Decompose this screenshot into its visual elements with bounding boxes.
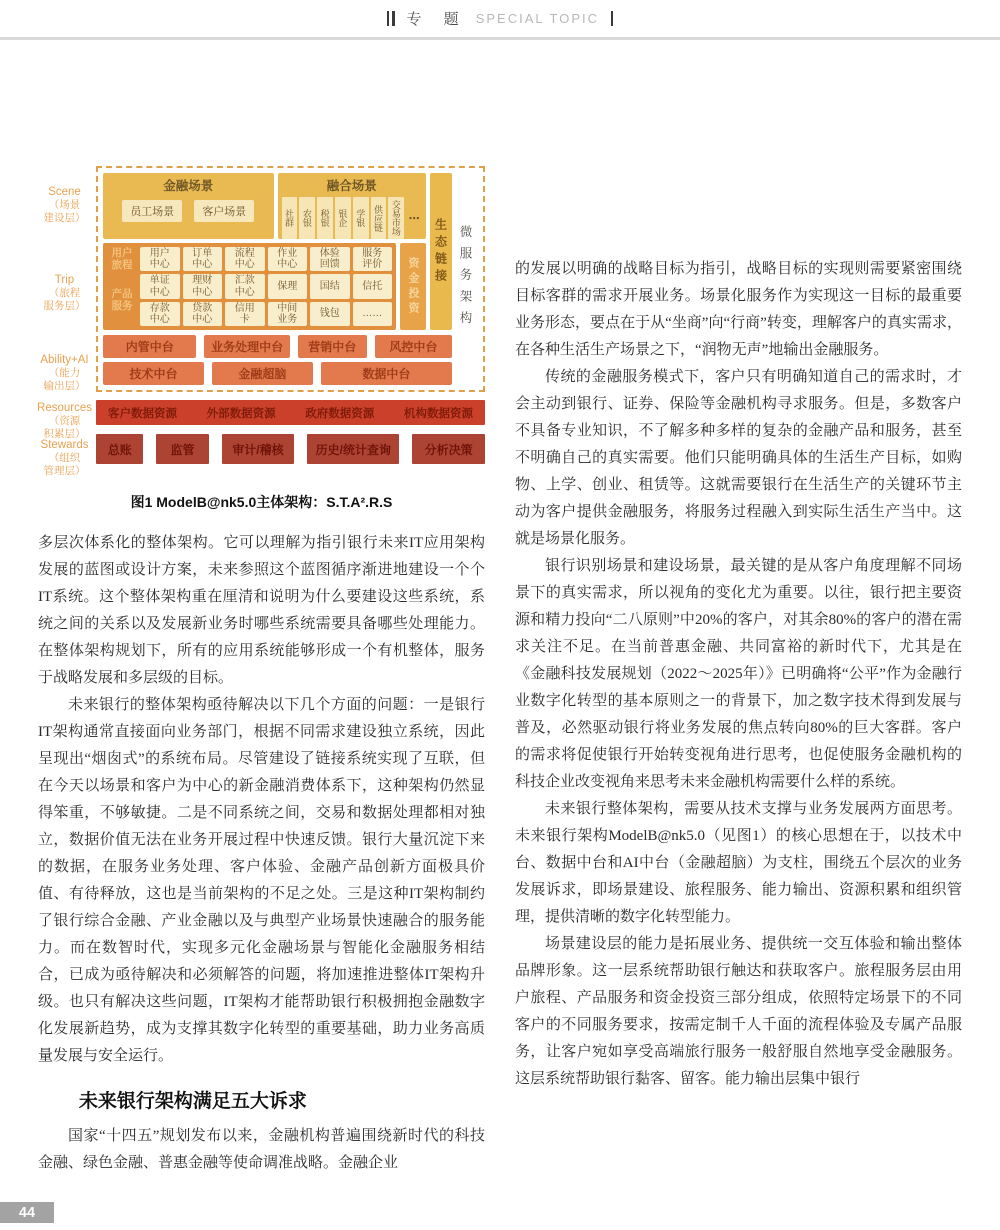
paragraph: 国家“十四五”规划发布以来，金融机构普遍围绕新时代的科技金融、绿色金融、普惠金融等使命调准战略。金融企业 <box>38 1128 485 1171</box>
fusion-scene-block: 融合场景 社群 农银 税银 银企 学银 供应链 交易市场 ⋯ <box>278 173 426 239</box>
fusion-col: 供应链 <box>371 197 387 239</box>
product-box: 贷款中心 <box>183 302 223 326</box>
page-number: 44 <box>0 1202 54 1223</box>
journey-box: 体验回馈 <box>310 247 350 271</box>
ability-box: 技术中台 <box>103 362 204 385</box>
ability-box: 营销中台 <box>298 335 367 358</box>
capital-investment-bar: 资金投资 <box>400 243 426 330</box>
ecosystem-link-bar: 生态链接 <box>430 173 452 330</box>
journey-box: 服务评价 <box>353 247 393 271</box>
header-title-cn: 专 题 <box>406 11 468 28</box>
paragraph: 未来银行整体架构，需要从技术支撑与业务发展两方面思考。未来银行架构ModelB@nk5.0（见图1）的核心思想在于，以技术中台、数据中台和AI中台（金融超脑）为支柱，围绕五个层次的业务发展诉求，即场景建设、旅程服务、能力输出、资源积累和组织管理，提供清晰的数字化转型能力。 <box>515 801 962 925</box>
product-box: 单证中心 <box>140 274 180 298</box>
right-column <box>515 40 962 1093</box>
fusion-col: 社群 <box>282 197 298 239</box>
fusion-col: 税银 <box>317 197 333 239</box>
section-heading: 未来银行架构满足五大诉求 <box>78 1091 307 1112</box>
journey-box: 订单中心 <box>183 247 223 271</box>
left-column <box>38 40 485 1177</box>
journey-label: 用户旅程 <box>111 247 133 272</box>
diagram-body <box>96 166 485 478</box>
ability-box: 数据中台 <box>321 362 452 385</box>
layer-label-resources: Resources （资源 积累层） <box>37 401 92 440</box>
paragraph: 银行识别场景和建设场景，最关键的是从客户角度理解不同场景下的真实需求，所以视角的变化尤为重要。以往，银行把主要资源和精力投向“二八原则”中20%的客户，对其余80%的客户的潜在需求关注不足。在当前普惠金融、共同富裕的新时代下，尤其是在《金融科技发展规划（2022～2025年）》已明确将“公平”作为金融行业数字化转型的基本原则之一的背景下，加之数字技术得到发展与普及，必然驱动银行将业务发展的焦点转向80%的巨大客群。客户的需求将促使银行开始转变视角进行思考，也促使服务金融机构的科技企业改变视角来思考未来金融机构需要什么样的系统。 <box>515 558 962 790</box>
product-box: 存款中心 <box>140 302 180 326</box>
ability-box: 业务处理中台 <box>204 335 289 358</box>
ability-box: 金融超脑 <box>212 362 313 385</box>
resource-item: 外部数据资源 <box>206 407 276 420</box>
paragraph: 的发展以明确的战略目标为指引，战略目标的实现则需要紧密围绕目标客群的需求开展业务。场景化服务作为实现这一目标的最重要业务形态，要点在于从“坐商”向“行商”转变，理解客户的真实需求，在各种生活生产场景之下，“润物无声”地输出金融服务。 <box>515 261 962 358</box>
journey-box: 用户中心 <box>140 247 180 271</box>
fusion-more-ellipsis: ⋯ <box>408 212 420 225</box>
page-header <box>0 0 1000 37</box>
steward-box: 监管 <box>156 434 208 464</box>
fusion-col: 农银 <box>299 197 315 239</box>
scene-layer <box>103 173 426 239</box>
product-box: 信托 <box>353 274 393 298</box>
resource-item: 机构数据资源 <box>403 407 473 420</box>
fusion-col: 学银 <box>353 197 369 239</box>
layer-labels <box>38 166 96 478</box>
paragraph: 未来银行的整体架构亟待解决以下几个方面的问题：一是银行IT架构通常直接面向业务部门，根据不同需求建设独立系统，因此呈现出“烟囱式”的系统布局。尽管建设了链接系统实现了互联，但在今天以场景和客户为中心的新金融消费体系下，这种架构仍然显得笨重，不够敏捷。二是不同系统之间，交易和数据处理都相对独立，数据价值无法在业务开展过程中快速反馈。银行大量沉淀下来的数据，在服务业务处理、客户体验、金融产品创新方面极具价值、有待释放，这也是当前架构的不足之处。三是这种IT架构制约了银行综合金融、产业金融以及与典型产业场景快速融合的服务能力。而在数智时代，实现多元化金融场景与智能化金融服务相结合，已成为亟待解决和必须解答的问题，将加速推进整体IT架构升级。也只有解决这些问题，IT架构才能帮助银行积极拥抱金融数字化发展新趋势，成为支撑其数字化转型的重要基础，助力业务高质量发展与安全运行。 <box>38 697 485 1064</box>
ability-box: 风控中台 <box>375 335 452 358</box>
steward-box: 审计/稽核 <box>222 434 295 464</box>
trip-layer <box>103 243 426 330</box>
two-column-content <box>0 40 1000 1177</box>
journey-box: 作业中心 <box>268 247 308 271</box>
product-label: 产品服务 <box>111 288 133 313</box>
fusion-col: 交易市场 <box>388 197 404 239</box>
product-box: 钱包 <box>310 302 350 326</box>
finance-scene-block: 金融场景 员工场景 客户场景 <box>103 173 274 239</box>
paragraph: 场景建设层的能力是拓展业务、提供统一交互体验和输出整体品牌形象。这一层系统帮助银行触达和获取客户。旅程服务层由用户旅程、产品服务和资金投资三部分组成，依照特定场景下的不同客户的不同服务要求，按需定制千人千面的流程体验及专属产品服务，让客户宛如享受高端旅行服务一般舒服自然地享受金融服务。这层系统帮助银行黏客、留客。能力输出层集中银行 <box>515 936 962 1087</box>
header-double-bar <box>387 11 395 26</box>
dashed-frame <box>96 166 485 392</box>
header-title-en: SPECIAL TOPIC <box>475 11 599 26</box>
layer-label-trip: Trip （旅程 服务层） <box>43 273 86 312</box>
resources-layer-bar <box>96 400 485 425</box>
paragraph: 多层次体系化的整体架构。它可以理解为指引银行未来IT应用架构发展的蓝图或设计方案，未来参照这个蓝图循序渐进地建设一个个IT系统。这个整体架构重在厘清和说明为什么要建设这些系统，系统之间的关系以及发展新业务时哪些系统需要具备哪些处理能力。在整体架构规划下，所有的应用系统能够形成一个有机整体，服务于战略发展和多层级的目标。 <box>38 535 485 686</box>
resource-item: 政府数据资源 <box>305 407 375 420</box>
product-box: 汇款中心 <box>225 274 265 298</box>
header-single-bar <box>611 11 614 26</box>
scene-box: 客户场景 <box>194 200 254 222</box>
product-box: …… <box>353 302 393 326</box>
paragraph: 传统的金融服务模式下，客户只有明确知道自己的需求时，才会主动到银行、证券、保险等金融机构寻求服务。但是，多数客户不具备专业知识，不了解多种多样的复杂的金融产品和服务，甚至不明确自己的真实需要。他们只能明确具体的生活生产目标，如购物、上学、创业、租赁等。这就需要银行在生活生产的关键环节主动为客户提供金融服务，将服务过程融入到实际生活生产当中。这就是场景化服务。 <box>515 369 962 547</box>
layer-label-scene: Scene （场景 建设层） <box>43 185 86 224</box>
trip-block <box>103 243 396 330</box>
scene-box: 员工场景 <box>122 200 182 222</box>
product-box: 信用卡 <box>225 302 265 326</box>
figure-caption: 图1 ModelB@nk5.0主体架构：S.T.A².R.S <box>130 494 393 510</box>
product-box: 理财中心 <box>183 274 223 298</box>
layer-label-ability: Ability+AI （能力 输出层） <box>40 353 89 392</box>
stewards-layer <box>96 434 485 464</box>
resource-item: 客户数据资源 <box>108 407 177 420</box>
product-box: 国结 <box>310 274 350 298</box>
product-box: 中间业务 <box>268 302 308 326</box>
fusion-col: 银企 <box>335 197 351 239</box>
product-box: 保理 <box>268 274 308 298</box>
steward-box: 总账 <box>96 434 143 464</box>
layer-label-stewards: Stewards （组织 管理层） <box>40 438 89 477</box>
ability-layer <box>103 335 452 385</box>
microservice-architecture-label: 微服务架构 <box>458 225 472 333</box>
steward-box: 历史/统计查询 <box>307 434 399 464</box>
steward-box: 分析决策 <box>412 434 485 464</box>
ability-box: 内管中台 <box>103 335 196 358</box>
figure-modelbank-architecture <box>38 166 485 512</box>
journey-box: 流程中心 <box>225 247 265 271</box>
